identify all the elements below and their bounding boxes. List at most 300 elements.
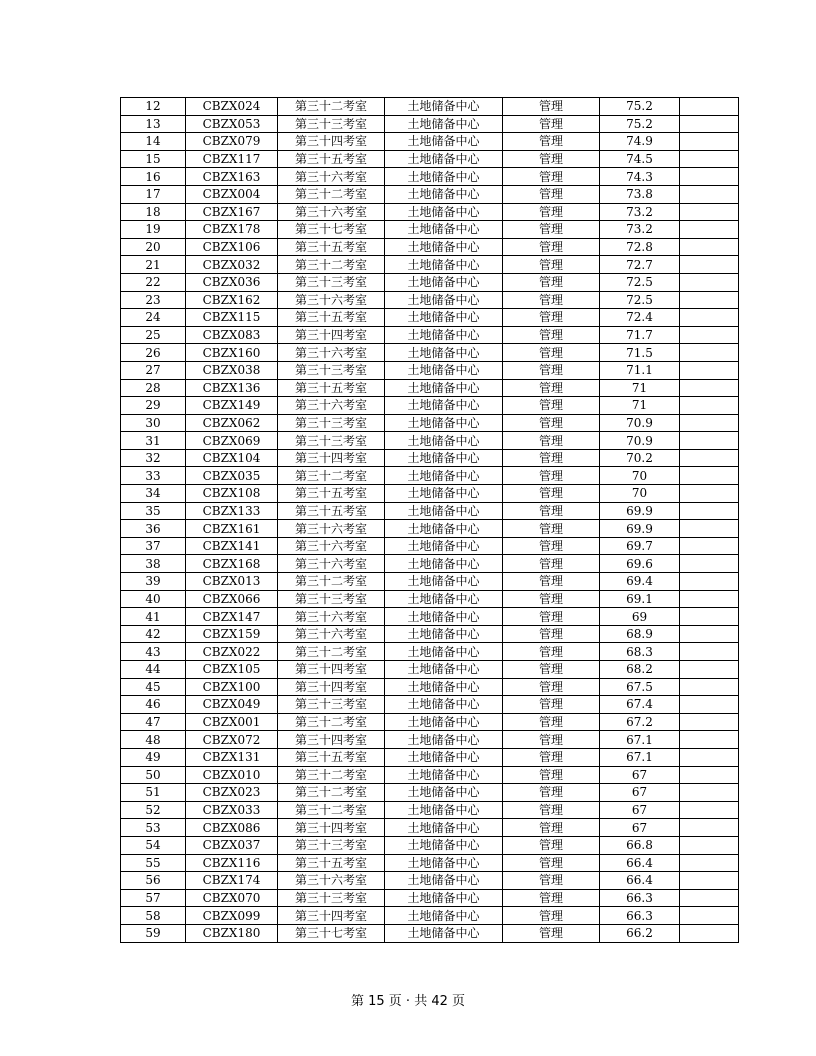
- exam-room-cell: 第三十五考室: [278, 150, 385, 168]
- score-cell: 68.9: [600, 625, 680, 643]
- position-cell: 管理: [503, 872, 600, 890]
- score-cell: 66.4: [600, 872, 680, 890]
- table-row: [121, 344, 739, 362]
- remark-cell: [680, 643, 739, 661]
- position-cell: 管理: [503, 414, 600, 432]
- score-cell: 67.5: [600, 678, 680, 696]
- unit-cell: 土地储备中心: [385, 379, 503, 397]
- remark-cell: [680, 731, 739, 749]
- candidate-id-cell: CBZX149: [186, 397, 278, 415]
- score-cell: 72.8: [600, 238, 680, 256]
- score-cell: 67: [600, 801, 680, 819]
- position-cell: 管理: [503, 203, 600, 221]
- exam-room-cell: 第三十六考室: [278, 520, 385, 538]
- candidate-id-cell: CBZX159: [186, 625, 278, 643]
- table-row: [121, 361, 739, 379]
- remark-cell: [680, 889, 739, 907]
- unit-cell: 土地储备中心: [385, 414, 503, 432]
- rank-cell: 48: [121, 731, 186, 749]
- score-cell: 69.9: [600, 502, 680, 520]
- remark-cell: [680, 98, 739, 116]
- table-row: [121, 168, 739, 186]
- score-cell: 71.7: [600, 326, 680, 344]
- position-cell: 管理: [503, 502, 600, 520]
- remark-cell: [680, 696, 739, 714]
- table-row: [121, 203, 739, 221]
- score-cell: 71.5: [600, 344, 680, 362]
- exam-room-cell: 第三十三考室: [278, 115, 385, 133]
- rank-cell: 30: [121, 414, 186, 432]
- position-cell: 管理: [503, 291, 600, 309]
- position-cell: 管理: [503, 537, 600, 555]
- exam-room-cell: 第三十二考室: [278, 573, 385, 591]
- unit-cell: 土地储备中心: [385, 625, 503, 643]
- exam-room-cell: 第三十六考室: [278, 397, 385, 415]
- position-cell: 管理: [503, 766, 600, 784]
- candidate-id-cell: CBZX108: [186, 485, 278, 503]
- score-cell: 66.3: [600, 907, 680, 925]
- position-cell: 管理: [503, 836, 600, 854]
- remark-cell: [680, 907, 739, 925]
- rank-cell: 20: [121, 238, 186, 256]
- exam-room-cell: 第三十二考室: [278, 185, 385, 203]
- score-cell: 71: [600, 379, 680, 397]
- score-cell: 67.1: [600, 731, 680, 749]
- exam-room-cell: 第三十三考室: [278, 836, 385, 854]
- remark-cell: [680, 414, 739, 432]
- unit-cell: 土地储备中心: [385, 397, 503, 415]
- remark-cell: [680, 485, 739, 503]
- table-row: [121, 678, 739, 696]
- position-cell: 管理: [503, 185, 600, 203]
- table-row: [121, 748, 739, 766]
- candidate-id-cell: CBZX163: [186, 168, 278, 186]
- table-row: [121, 414, 739, 432]
- score-cell: 72.7: [600, 256, 680, 274]
- score-cell: 70: [600, 485, 680, 503]
- unit-cell: 土地储备中心: [385, 326, 503, 344]
- score-cell: 67: [600, 784, 680, 802]
- unit-cell: 土地储备中心: [385, 361, 503, 379]
- exam-room-cell: 第三十五考室: [278, 238, 385, 256]
- score-cell: 73.8: [600, 185, 680, 203]
- remark-cell: [680, 661, 739, 679]
- score-cell: 70.9: [600, 432, 680, 450]
- position-cell: 管理: [503, 907, 600, 925]
- position-cell: 管理: [503, 449, 600, 467]
- remark-cell: [680, 625, 739, 643]
- remark-cell: [680, 449, 739, 467]
- score-cell: 69.7: [600, 537, 680, 555]
- score-cell: 74.9: [600, 133, 680, 151]
- position-cell: 管理: [503, 133, 600, 151]
- exam-room-cell: 第三十五考室: [278, 485, 385, 503]
- rank-cell: 33: [121, 467, 186, 485]
- unit-cell: 土地储备中心: [385, 467, 503, 485]
- remark-cell: [680, 221, 739, 239]
- unit-cell: 土地储备中心: [385, 590, 503, 608]
- rank-cell: 37: [121, 537, 186, 555]
- candidate-id-cell: CBZX070: [186, 889, 278, 907]
- table-row: [121, 397, 739, 415]
- remark-cell: [680, 520, 739, 538]
- exam-room-cell: 第三十四考室: [278, 819, 385, 837]
- unit-cell: 土地储备中心: [385, 238, 503, 256]
- remark-cell: [680, 309, 739, 327]
- rank-cell: 21: [121, 256, 186, 274]
- table-row: [121, 872, 739, 890]
- rank-cell: 24: [121, 309, 186, 327]
- unit-cell: 土地储备中心: [385, 98, 503, 116]
- table-row: [121, 590, 739, 608]
- table-row: [121, 537, 739, 555]
- unit-cell: 土地储备中心: [385, 133, 503, 151]
- table-row: [121, 291, 739, 309]
- rank-cell: 34: [121, 485, 186, 503]
- rank-cell: 55: [121, 854, 186, 872]
- unit-cell: 土地储备中心: [385, 819, 503, 837]
- remark-cell: [680, 432, 739, 450]
- table-row: [121, 150, 739, 168]
- candidate-id-cell: CBZX106: [186, 238, 278, 256]
- table-row: [121, 924, 739, 942]
- rank-cell: 36: [121, 520, 186, 538]
- remark-cell: [680, 256, 739, 274]
- exam-room-cell: 第三十七考室: [278, 924, 385, 942]
- remark-cell: [680, 748, 739, 766]
- score-cell: 68.2: [600, 661, 680, 679]
- score-cell: 66.8: [600, 836, 680, 854]
- candidate-id-cell: CBZX033: [186, 801, 278, 819]
- position-cell: 管理: [503, 344, 600, 362]
- table-row: [121, 889, 739, 907]
- score-cell: 69.6: [600, 555, 680, 573]
- candidate-id-cell: CBZX038: [186, 361, 278, 379]
- score-cell: 67: [600, 766, 680, 784]
- score-cell: 68.3: [600, 643, 680, 661]
- position-cell: 管理: [503, 432, 600, 450]
- unit-cell: 土地储备中心: [385, 678, 503, 696]
- exam-room-cell: 第三十六考室: [278, 555, 385, 573]
- page-footer: [0, 990, 816, 1009]
- unit-cell: 土地储备中心: [385, 115, 503, 133]
- table-row: [121, 854, 739, 872]
- position-cell: 管理: [503, 256, 600, 274]
- position-cell: 管理: [503, 273, 600, 291]
- rank-cell: 52: [121, 801, 186, 819]
- rank-cell: 51: [121, 784, 186, 802]
- position-cell: 管理: [503, 326, 600, 344]
- rank-cell: 44: [121, 661, 186, 679]
- unit-cell: 土地储备中心: [385, 784, 503, 802]
- candidate-id-cell: CBZX053: [186, 115, 278, 133]
- unit-cell: 土地储备中心: [385, 309, 503, 327]
- remark-cell: [680, 872, 739, 890]
- candidate-id-cell: CBZX035: [186, 467, 278, 485]
- table-row: [121, 238, 739, 256]
- unit-cell: 土地储备中心: [385, 185, 503, 203]
- exam-room-cell: 第三十三考室: [278, 696, 385, 714]
- rank-cell: 41: [121, 608, 186, 626]
- candidate-id-cell: CBZX069: [186, 432, 278, 450]
- rank-cell: 59: [121, 924, 186, 942]
- table-row: [121, 836, 739, 854]
- results-table-body: [121, 98, 739, 943]
- unit-cell: 土地储备中心: [385, 766, 503, 784]
- candidate-id-cell: CBZX115: [186, 309, 278, 327]
- unit-cell: 土地储备中心: [385, 555, 503, 573]
- candidate-id-cell: CBZX168: [186, 555, 278, 573]
- exam-room-cell: 第三十二考室: [278, 467, 385, 485]
- score-cell: 72.5: [600, 291, 680, 309]
- unit-cell: 土地储备中心: [385, 449, 503, 467]
- exam-room-cell: 第三十四考室: [278, 907, 385, 925]
- unit-cell: 土地储备中心: [385, 713, 503, 731]
- table-row: [121, 485, 739, 503]
- rank-cell: 14: [121, 133, 186, 151]
- position-cell: 管理: [503, 150, 600, 168]
- score-cell: 75.2: [600, 98, 680, 116]
- candidate-id-cell: CBZX174: [186, 872, 278, 890]
- rank-cell: 35: [121, 502, 186, 520]
- candidate-id-cell: CBZX160: [186, 344, 278, 362]
- results-table: [120, 97, 739, 943]
- unit-cell: 土地储备中心: [385, 537, 503, 555]
- exam-room-cell: 第三十二考室: [278, 713, 385, 731]
- remark-cell: [680, 678, 739, 696]
- remark-cell: [680, 150, 739, 168]
- exam-room-cell: 第三十六考室: [278, 608, 385, 626]
- table-row: [121, 467, 739, 485]
- remark-cell: [680, 537, 739, 555]
- exam-room-cell: 第三十二考室: [278, 98, 385, 116]
- score-cell: 70.2: [600, 449, 680, 467]
- unit-cell: 土地储备中心: [385, 150, 503, 168]
- table-row: [121, 625, 739, 643]
- remark-cell: [680, 397, 739, 415]
- rank-cell: 42: [121, 625, 186, 643]
- rank-cell: 12: [121, 98, 186, 116]
- candidate-id-cell: CBZX062: [186, 414, 278, 432]
- footer-prefix: 第: [350, 994, 364, 1009]
- remark-cell: [680, 784, 739, 802]
- position-cell: 管理: [503, 819, 600, 837]
- position-cell: 管理: [503, 485, 600, 503]
- candidate-id-cell: CBZX161: [186, 520, 278, 538]
- score-cell: 71: [600, 397, 680, 415]
- exam-room-cell: 第三十三考室: [278, 432, 385, 450]
- remark-cell: [680, 185, 739, 203]
- candidate-id-cell: CBZX117: [186, 150, 278, 168]
- candidate-id-cell: CBZX099: [186, 907, 278, 925]
- position-cell: 管理: [503, 98, 600, 116]
- position-cell: 管理: [503, 168, 600, 186]
- candidate-id-cell: CBZX083: [186, 326, 278, 344]
- unit-cell: 土地储备中心: [385, 731, 503, 749]
- rank-cell: 27: [121, 361, 186, 379]
- candidate-id-cell: CBZX023: [186, 784, 278, 802]
- remark-cell: [680, 713, 739, 731]
- score-cell: 69: [600, 608, 680, 626]
- score-cell: 69.4: [600, 573, 680, 591]
- candidate-id-cell: CBZX010: [186, 766, 278, 784]
- position-cell: 管理: [503, 520, 600, 538]
- table-row: [121, 98, 739, 116]
- remark-cell: [680, 326, 739, 344]
- position-cell: 管理: [503, 590, 600, 608]
- exam-room-cell: 第三十六考室: [278, 537, 385, 555]
- score-cell: 74.5: [600, 150, 680, 168]
- candidate-id-cell: CBZX131: [186, 748, 278, 766]
- exam-room-cell: 第三十四考室: [278, 678, 385, 696]
- rank-cell: 50: [121, 766, 186, 784]
- table-row: [121, 766, 739, 784]
- table-row: [121, 696, 739, 714]
- exam-room-cell: 第三十二考室: [278, 766, 385, 784]
- unit-cell: 土地储备中心: [385, 854, 503, 872]
- unit-cell: 土地储备中心: [385, 168, 503, 186]
- exam-room-cell: 第三十六考室: [278, 203, 385, 221]
- table-row: [121, 731, 739, 749]
- position-cell: 管理: [503, 379, 600, 397]
- remark-cell: [680, 819, 739, 837]
- table-row: [121, 819, 739, 837]
- table-row: [121, 185, 739, 203]
- rank-cell: 19: [121, 221, 186, 239]
- score-cell: 72.4: [600, 309, 680, 327]
- position-cell: 管理: [503, 555, 600, 573]
- remark-cell: [680, 854, 739, 872]
- exam-room-cell: 第三十六考室: [278, 291, 385, 309]
- unit-cell: 土地储备中心: [385, 889, 503, 907]
- unit-cell: 土地储备中心: [385, 907, 503, 925]
- rank-cell: 40: [121, 590, 186, 608]
- exam-room-cell: 第三十四考室: [278, 731, 385, 749]
- remark-cell: [680, 168, 739, 186]
- position-cell: 管理: [503, 889, 600, 907]
- remark-cell: [680, 608, 739, 626]
- unit-cell: 土地储备中心: [385, 203, 503, 221]
- score-cell: 66.4: [600, 854, 680, 872]
- exam-room-cell: 第三十五考室: [278, 854, 385, 872]
- exam-room-cell: 第三十五考室: [278, 379, 385, 397]
- exam-room-cell: 第三十三考室: [278, 590, 385, 608]
- rank-cell: 28: [121, 379, 186, 397]
- exam-room-cell: 第三十五考室: [278, 309, 385, 327]
- position-cell: 管理: [503, 854, 600, 872]
- rank-cell: 54: [121, 836, 186, 854]
- unit-cell: 土地储备中心: [385, 256, 503, 274]
- candidate-id-cell: CBZX072: [186, 731, 278, 749]
- score-cell: 75.2: [600, 115, 680, 133]
- candidate-id-cell: CBZX079: [186, 133, 278, 151]
- score-cell: 69.9: [600, 520, 680, 538]
- score-cell: 70.9: [600, 414, 680, 432]
- table-row: [121, 432, 739, 450]
- remark-cell: [680, 203, 739, 221]
- remark-cell: [680, 379, 739, 397]
- position-cell: 管理: [503, 625, 600, 643]
- exam-room-cell: 第三十二考室: [278, 801, 385, 819]
- position-cell: 管理: [503, 238, 600, 256]
- exam-room-cell: 第三十五考室: [278, 748, 385, 766]
- exam-room-cell: 第三十三考室: [278, 273, 385, 291]
- remark-cell: [680, 924, 739, 942]
- rank-cell: 53: [121, 819, 186, 837]
- table-row: [121, 520, 739, 538]
- remark-cell: [680, 590, 739, 608]
- unit-cell: 土地储备中心: [385, 485, 503, 503]
- table-row: [121, 643, 739, 661]
- unit-cell: 土地储备中心: [385, 872, 503, 890]
- table-row: [121, 661, 739, 679]
- exam-room-cell: 第三十六考室: [278, 344, 385, 362]
- unit-cell: 土地储备中心: [385, 608, 503, 626]
- position-cell: 管理: [503, 361, 600, 379]
- candidate-id-cell: CBZX024: [186, 98, 278, 116]
- remark-cell: [680, 133, 739, 151]
- position-cell: 管理: [503, 784, 600, 802]
- rank-cell: 29: [121, 397, 186, 415]
- footer-suffix: 页: [452, 994, 466, 1009]
- unit-cell: 土地储备中心: [385, 643, 503, 661]
- remark-cell: [680, 555, 739, 573]
- exam-room-cell: 第三十三考室: [278, 414, 385, 432]
- rank-cell: 18: [121, 203, 186, 221]
- remark-cell: [680, 573, 739, 591]
- candidate-id-cell: CBZX136: [186, 379, 278, 397]
- rank-cell: 13: [121, 115, 186, 133]
- rank-cell: 23: [121, 291, 186, 309]
- candidate-id-cell: CBZX178: [186, 221, 278, 239]
- score-cell: 73.2: [600, 221, 680, 239]
- score-cell: 73.2: [600, 203, 680, 221]
- remark-cell: [680, 836, 739, 854]
- unit-cell: 土地储备中心: [385, 696, 503, 714]
- exam-room-cell: 第三十二考室: [278, 643, 385, 661]
- position-cell: 管理: [503, 643, 600, 661]
- exam-room-cell: 第三十六考室: [278, 168, 385, 186]
- candidate-id-cell: CBZX104: [186, 449, 278, 467]
- rank-cell: 45: [121, 678, 186, 696]
- candidate-id-cell: CBZX001: [186, 713, 278, 731]
- remark-cell: [680, 766, 739, 784]
- score-cell: 66.2: [600, 924, 680, 942]
- candidate-id-cell: CBZX013: [186, 573, 278, 591]
- candidate-id-cell: CBZX133: [186, 502, 278, 520]
- score-cell: 74.3: [600, 168, 680, 186]
- unit-cell: 土地储备中心: [385, 291, 503, 309]
- remark-cell: [680, 801, 739, 819]
- exam-room-cell: 第三十二考室: [278, 784, 385, 802]
- table-row: [121, 502, 739, 520]
- unit-cell: 土地储备中心: [385, 924, 503, 942]
- rank-cell: 25: [121, 326, 186, 344]
- table-row: [121, 573, 739, 591]
- rank-cell: 56: [121, 872, 186, 890]
- score-cell: 67.4: [600, 696, 680, 714]
- table-row: [121, 256, 739, 274]
- rank-cell: 58: [121, 907, 186, 925]
- position-cell: 管理: [503, 467, 600, 485]
- total-pages-number: 42: [431, 994, 448, 1009]
- candidate-id-cell: CBZX105: [186, 661, 278, 679]
- score-cell: 70: [600, 467, 680, 485]
- remark-cell: [680, 344, 739, 362]
- table-row: [121, 608, 739, 626]
- table-row: [121, 449, 739, 467]
- position-cell: 管理: [503, 115, 600, 133]
